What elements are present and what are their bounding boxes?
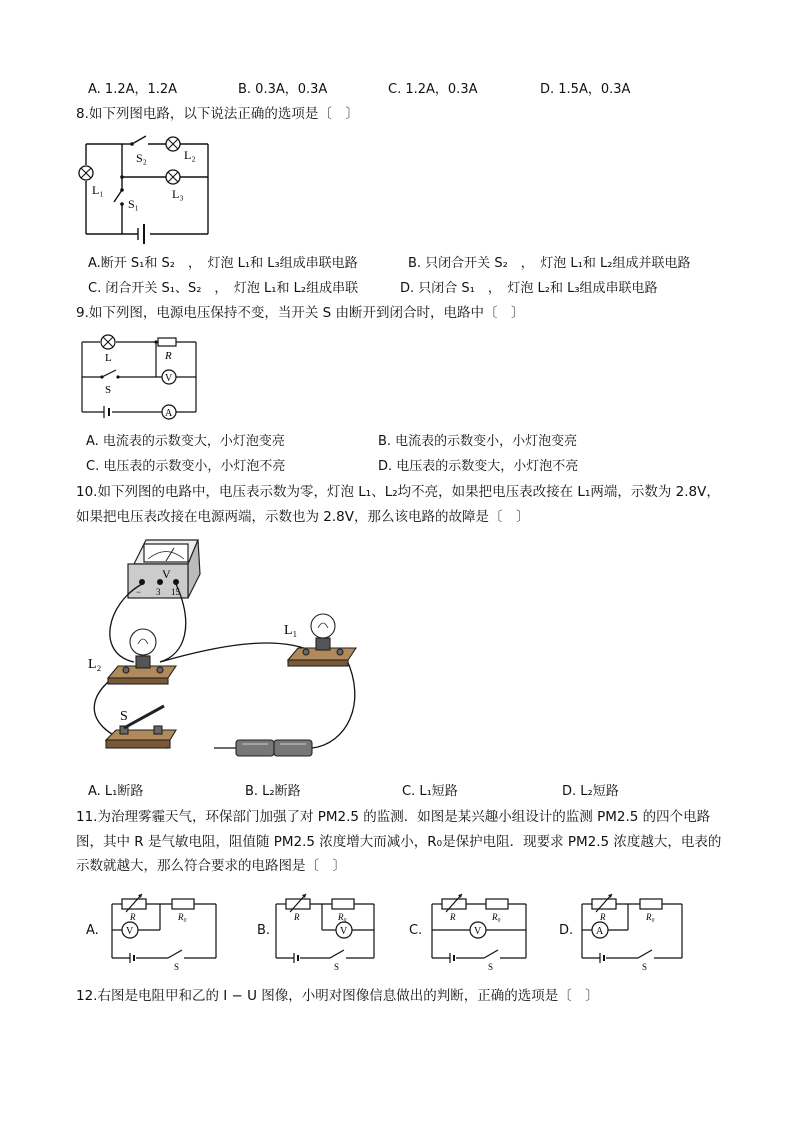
q8-option-c: C. 闭合开关 S₁、S₂ ， 灯泡 L₁和 L₂组成串联 [88, 281, 359, 296]
q11-stem-line2: 图，其中 R 是气敏电阻，阻值随 PM2.5 浓度增大而减小，R₀是保护电阻．现要求 PM2.5 浓度越大，电表的 [76, 834, 722, 850]
label-voltmeter: V [165, 373, 173, 384]
label-s2: S₂ [136, 151, 147, 165]
q10-stem-line1: 10.如下列图的电路中，电压表示数为零，灯泡 L₁、L₂均不亮，如果把电压表改接在 L₁两端，示数为 2.8V， [76, 484, 720, 500]
meter-c: V [474, 926, 482, 937]
label-l1: L₁ [92, 183, 104, 197]
q11-option-b-letter: B. [257, 923, 271, 938]
label-ammeter: A [165, 408, 173, 419]
label-r-b: R [294, 912, 300, 922]
label-resistor: R [165, 350, 172, 362]
label-s-a: S [174, 962, 180, 972]
q11-option-c-letter: C. [409, 923, 423, 938]
q10-option-d: D. L₂短路 [562, 784, 619, 799]
q8-option-b: B. 只闭合开关 S₂ ， 灯泡 L₁和 L₂组成并联电路 [408, 256, 691, 271]
q11-circuit-b [272, 892, 386, 972]
q11-circuit-d [578, 892, 692, 972]
label-r-a: R [130, 912, 136, 922]
q10-option-b: B. L₂断路 [245, 784, 301, 799]
q9-option-a: A. 电流表的示数变大，小灯泡变亮 [86, 434, 285, 449]
q9-option-b: B. 电流表的示数变小，小灯泡变亮 [378, 434, 578, 449]
q7-option-a: A. 1.2A，1.2A [88, 82, 178, 97]
q11-option-a-letter: A. [86, 923, 99, 938]
q8-option-d: D. 只闭合 S₁ ， 灯泡 L₂和 L₃组成串联电路 [400, 281, 658, 296]
q11-circuit-c [428, 892, 542, 972]
label-s: S [120, 709, 128, 724]
label-l1: L₁ [284, 623, 298, 638]
q7-option-c: C. 1.2A，0.3A [388, 82, 478, 97]
label-r0-d: R₀ [646, 912, 655, 922]
q8-option-a: A.断开 S₁和 S₂ ， 灯泡 L₁和 L₃组成串联电路 [88, 256, 358, 271]
label-s-b: S [334, 962, 340, 972]
label-s-d: S [642, 962, 648, 972]
label-r0-b: R₀ [338, 912, 347, 922]
q8-stem: 8.如下列图电路，以下说法正确的选项是〔 〕 [76, 106, 359, 122]
label-switch: S [105, 384, 112, 396]
q9-option-d: D. 电压表的示数变大，小灯泡不亮 [378, 459, 579, 474]
q11-circuit-a [108, 892, 222, 972]
q8-circuit-diagram [76, 132, 216, 244]
label-r-c: R [450, 912, 456, 922]
label-r-d: R [600, 912, 606, 922]
terminal-15: 15 [171, 587, 180, 597]
q10-stem-line2: 如果把电压表改接在电源两端，示数也为 2.8V，那么该电路的故障是〔 〕 [76, 509, 530, 525]
q7-option-b: B. 0.3A，0.3A [238, 82, 328, 97]
label-l3: L₃ [172, 187, 184, 201]
label-l2: L₂ [184, 148, 196, 162]
terminal-neg: − [136, 587, 142, 597]
label-s-c: S [488, 962, 494, 972]
q9-option-c: C. 电压表的示数变小，小灯泡不亮 [86, 459, 286, 474]
meter-label: V [162, 567, 171, 581]
meter-d: A [596, 926, 604, 937]
label-s1: S₁ [128, 197, 139, 211]
q12-stem: 12.右图是电阻甲和乙的 I − U 图像，小明对图像信息做出的判断，正确的选项是〔 〕 [76, 988, 599, 1004]
label-r0-a: R₀ [178, 912, 187, 922]
q11-stem-line1: 11.为治理雾霾天气，环保部门加强了对 PM2.5 的监测．如图是某兴趣小组设计的监测 PM2.5 的四个电路 [76, 809, 711, 825]
q10-option-c: C. L₁短路 [402, 784, 458, 799]
q11-option-d-letter: D. [559, 923, 574, 938]
meter-b: V [340, 926, 348, 937]
label-l2: L₂ [88, 657, 102, 672]
q9-circuit-diagram [78, 332, 202, 418]
q10-option-a: A. L₁断路 [88, 784, 144, 799]
label-lamp: L [105, 352, 112, 364]
q11-stem-line3: 示数就越大，那么符合要求的电路图是〔 〕 [76, 858, 346, 874]
terminal-3: 3 [156, 587, 161, 597]
q9-stem: 9.如下列图，电源电压保持不变，当开关 S 由断开到闭合时，电路中〔 〕 [76, 305, 525, 321]
label-r0-c: R₀ [492, 912, 501, 922]
q7-option-d: D. 1.5A，0.3A [540, 82, 631, 97]
meter-a: V [126, 926, 134, 937]
q10-physical-circuit-illustration [76, 534, 366, 764]
